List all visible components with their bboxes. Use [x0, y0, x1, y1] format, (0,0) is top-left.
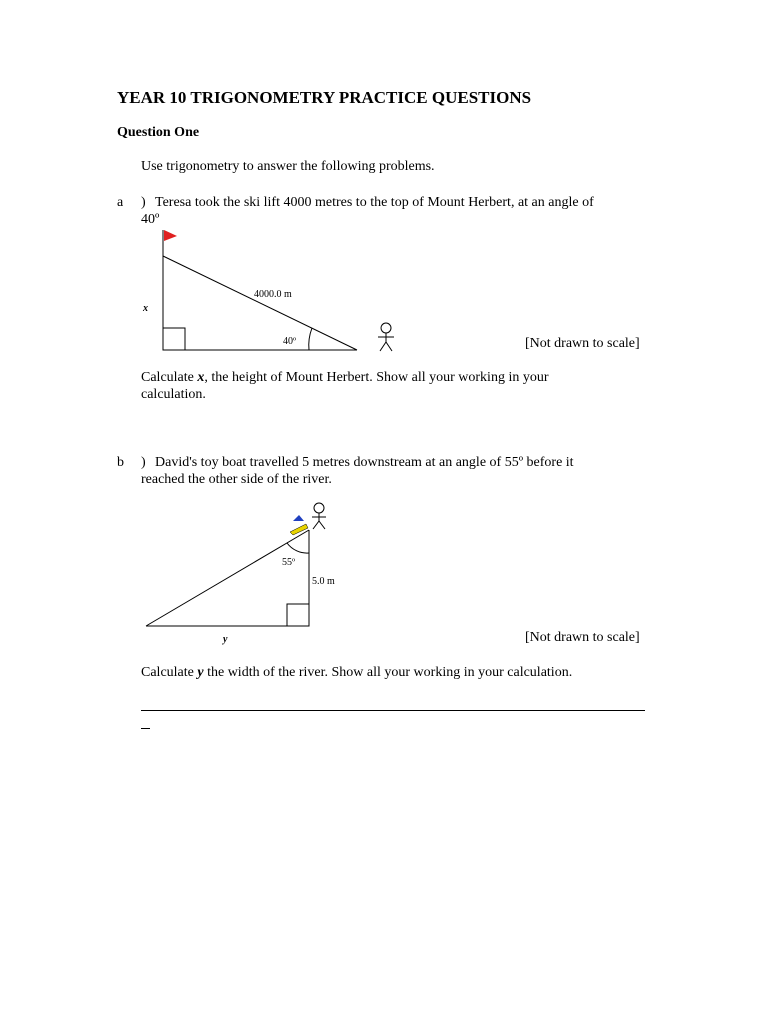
base-y-label: y — [223, 634, 228, 645]
page-title: YEAR 10 TRIGONOMETRY PRACTICE QUESTIONS — [117, 88, 532, 107]
calc-a-post: , the height of Mount Herbert. Show all your working in your — [204, 370, 549, 385]
calc-b-pre: Calculate — [141, 665, 198, 680]
side-label: 5.0 m — [312, 576, 335, 587]
part-a-text-line2: 40º — [141, 212, 160, 227]
right-angle-marker — [287, 604, 309, 626]
person-icon — [312, 503, 326, 529]
angle-arc — [287, 543, 309, 553]
part-a-paren: ) — [141, 195, 146, 210]
angle-label: 55º — [282, 557, 296, 568]
answer-line-stub — [141, 728, 150, 729]
part-a-marker: a — [117, 195, 124, 210]
part-b-text-line2: reached the other side of the river. — [141, 472, 332, 487]
instruction-text: Use trigonometry to answer the following problems. — [141, 159, 435, 174]
part-b-calc-line — [141, 664, 572, 681]
calc-b-var: y — [197, 665, 204, 680]
calc-a-var: x — [197, 370, 205, 385]
question-heading: Question One — [117, 125, 200, 140]
calc-b-post: the width of the river. Show all your working in your calculation. — [203, 665, 573, 680]
part-a-text-line1: Teresa took the ski lift 4000 metres to the top of Mount Herbert, at an angle of — [155, 195, 594, 210]
part-b-paren: ) — [141, 455, 146, 470]
part-b-scale-note: [Not drawn to scale] — [525, 630, 640, 645]
part-b-text-line1: David's toy boat travelled 5 metres downstream at an angle of 55º before it — [155, 455, 574, 470]
calc-a-pre: Calculate — [141, 370, 198, 385]
part-b-marker: b — [117, 455, 124, 470]
side-x-label: x — [143, 303, 148, 314]
hypotenuse-label: 4000.0 m — [254, 289, 292, 300]
boat-path-line — [146, 530, 309, 626]
part-a-calc-line2: calculation. — [141, 387, 206, 402]
part-a-scale-note: [Not drawn to scale] — [525, 336, 640, 351]
answer-line[interactable] — [141, 710, 645, 711]
angle-label: 40º — [283, 336, 297, 347]
